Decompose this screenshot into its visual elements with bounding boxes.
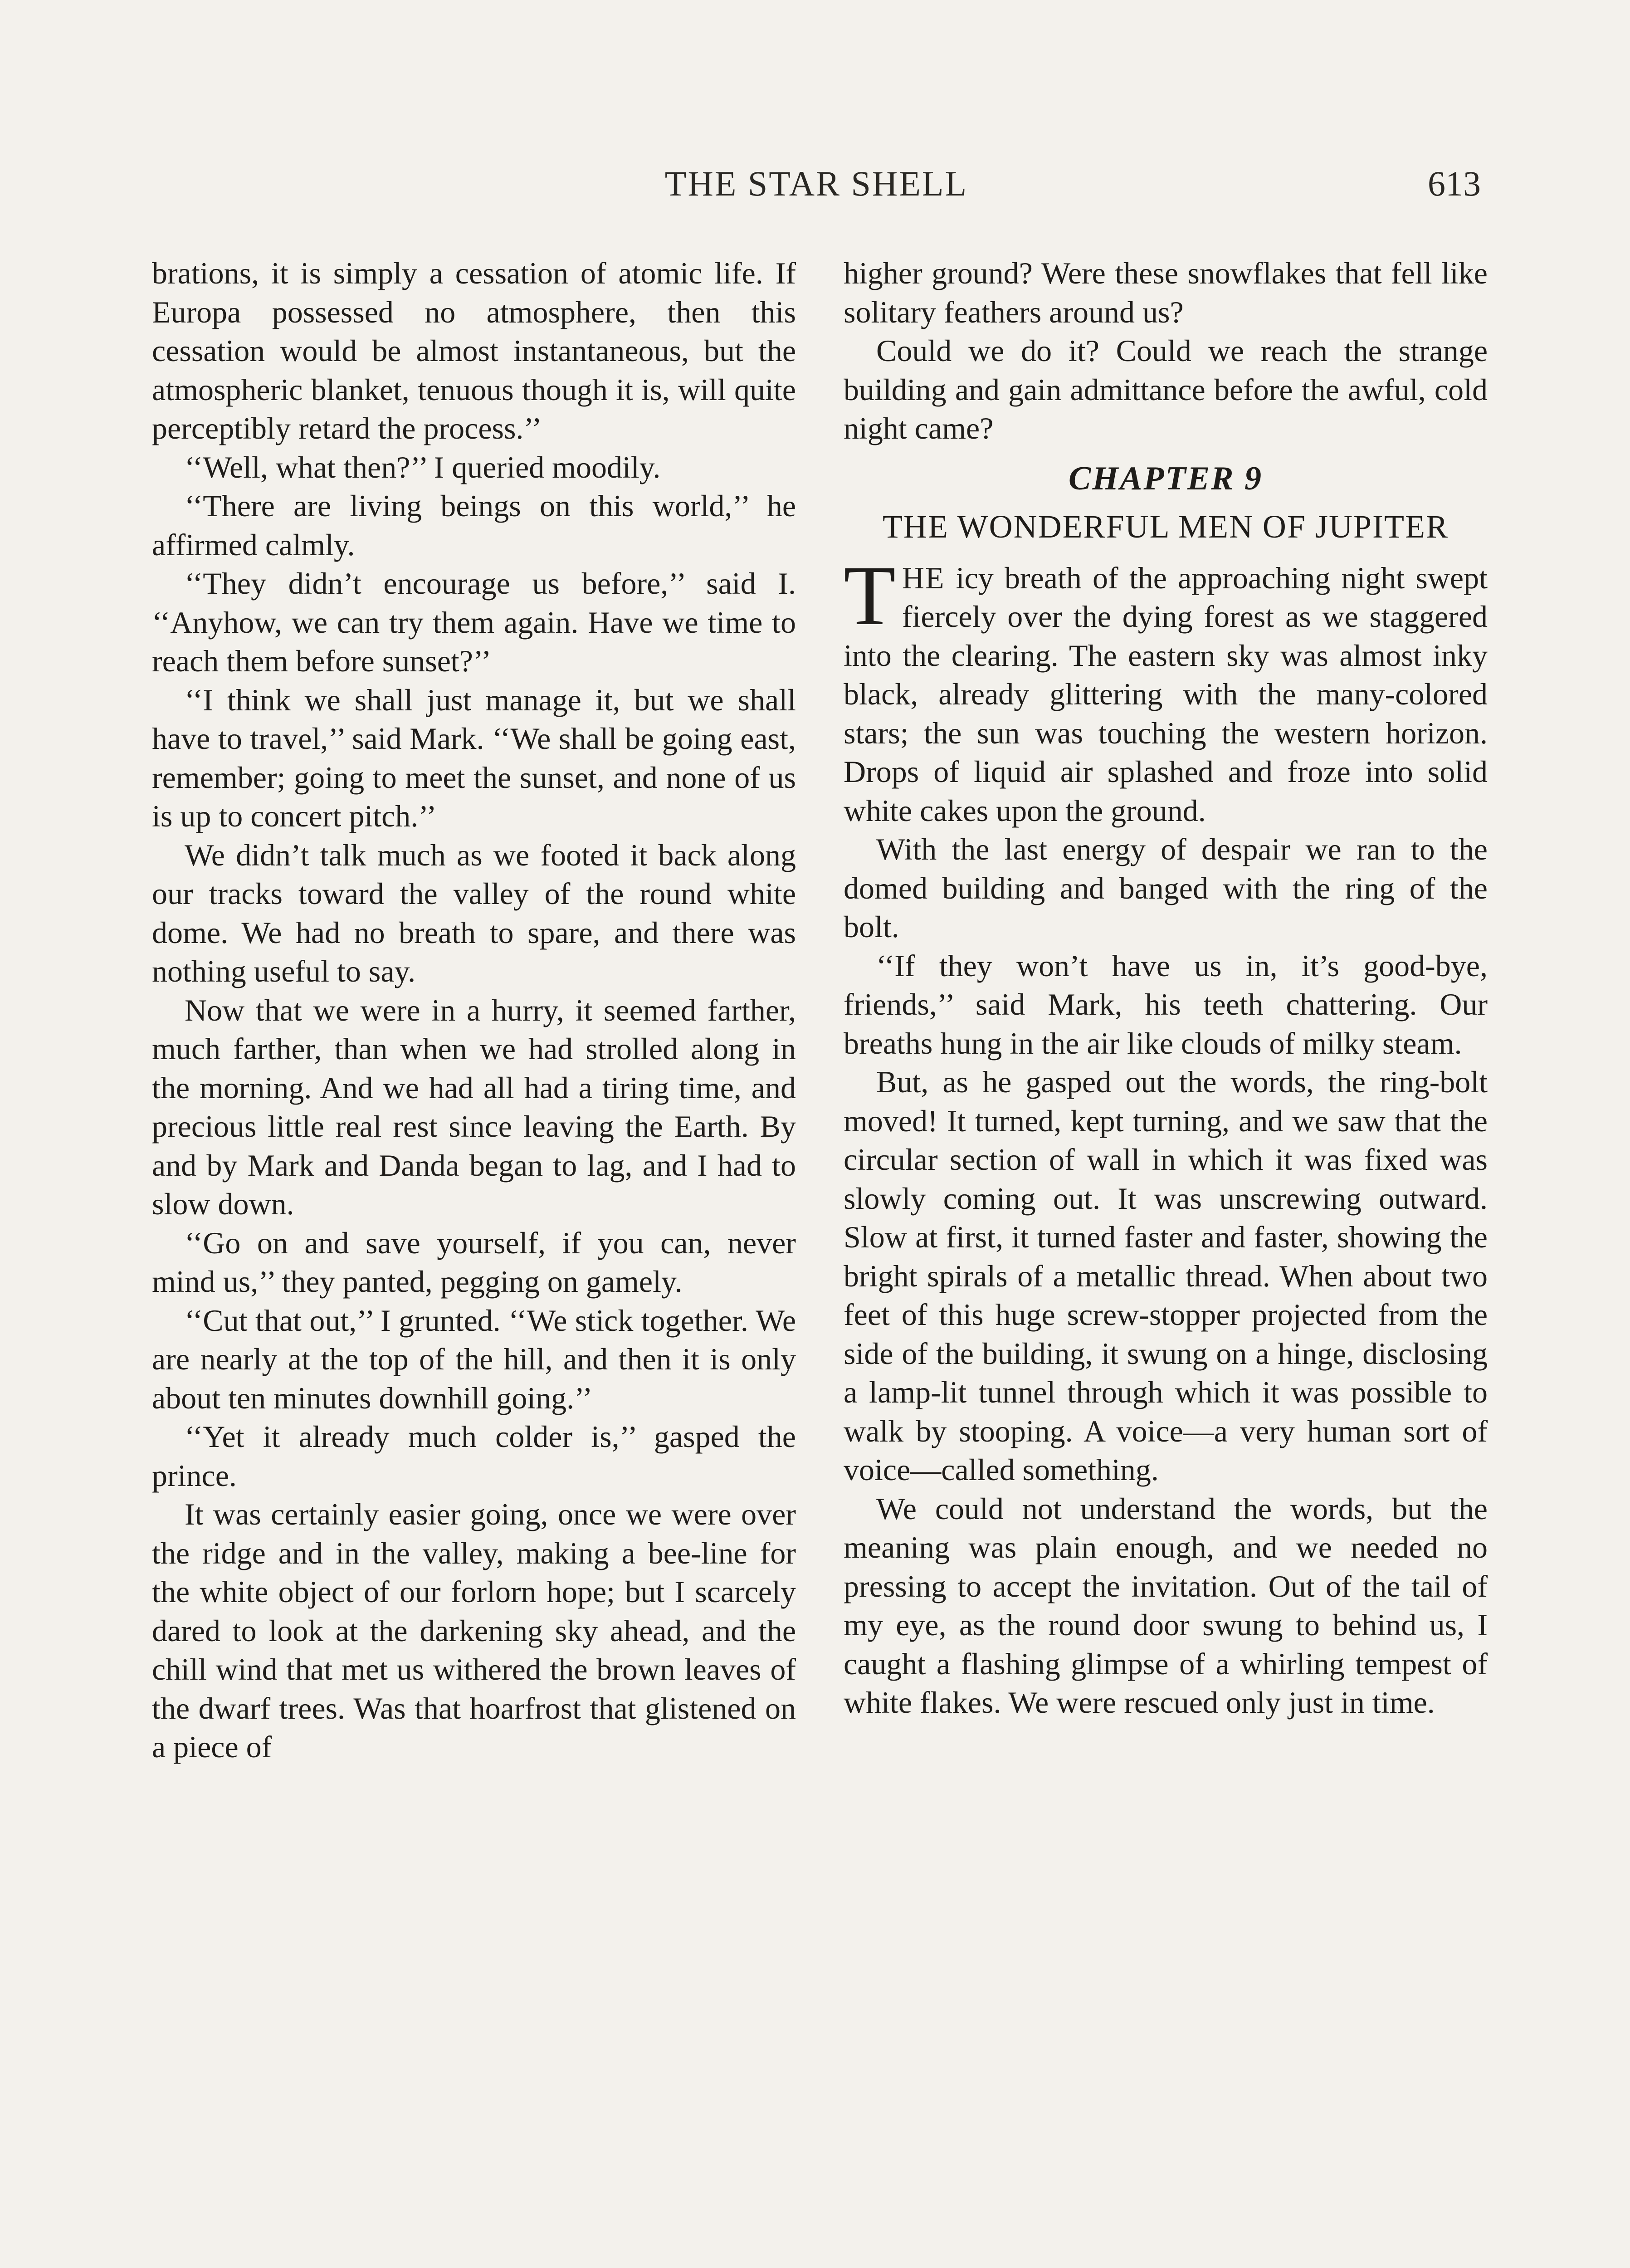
- chapter-opening-paragraph: [844, 547, 1488, 831]
- paragraph-continuation: higher ground? Were these snowflakes that fell like solitary feathers around us?: [844, 256, 1488, 329]
- paragraph: ‘‘I think we shall just manage it, but we shall have to travel,’’ said Mark. ‘‘We shall be going east, remember; going to meet the sunset, and none of us is up to concert pitch.’’: [152, 682, 796, 833]
- opening-smallcaps: HE: [902, 560, 945, 595]
- paragraph: With the last energy of despair we ran to the domed building and banged with the ring of the bolt.: [844, 832, 1488, 944]
- paragraph: We didn’t talk much as we footed it back along our tracks toward the valley of the round white dome. We had no breath to spare, and there was nothing useful to say.: [152, 837, 796, 988]
- chapter-number: CHAPTER 9: [1069, 459, 1263, 497]
- paragraph: ‘‘Yet it already much colder is,’’ gasped the prince.: [152, 1419, 796, 1493]
- paragraph: ‘‘Cut that out,’’ I grunted. ‘‘We stick together. We are nearly at the top of the hill, and then it is only about ten minutes downhill going.’’: [152, 1303, 796, 1415]
- paragraph: ‘‘There are living beings on this world,’’ he affirmed calmly.: [152, 489, 796, 562]
- paragraph: It was certainly easier going, once we were over the ridge and in the valley, making a bee-line for the white object of our forlorn hope; but I scarcely dared to look at the darkening sky ahead, and the chill wind that met us withered the brown leaves of the dwarf trees. Was that hoarfrost that glistened on a piece of: [152, 1497, 796, 1764]
- paragraph: ‘‘Well, what then?’’ I queried moodily.: [185, 450, 661, 484]
- chapter-title: THE WONDERFUL MEN OF JUPITER: [882, 508, 1449, 545]
- paragraph: But, as he gasped out the words, the ring-bolt moved! It turned, kept turning, and we saw that the circular section of wall in which it was fixed was slowly coming out. It was unscrewing outward. Slow at first, it turned faster and faster, showing the bright spirals of a metallic thread. When about two feet of this huge screw-stopper projected from the side of the building, it swung on a hinge, disclosing a lamp-lit tunnel through which it was possible to walk by stooping. A voice—a very human sort of voice—called something.: [844, 1065, 1488, 1487]
- right-column: [844, 254, 1488, 1722]
- paragraph: ‘‘They didn’t encourage us before,’’ said I. ‘‘Anyhow, we can try them again. Have we time to reach them before sunset?’’: [152, 566, 796, 678]
- running-title: THE STAR SHELL: [664, 164, 968, 203]
- paragraph: ‘‘Go on and save yourself, if you can, never mind us,’’ they panted, pegging on gamely.: [152, 1225, 796, 1299]
- paragraph: Now that we were in a hurry, it seemed farther, much farther, than when we had strolled along in the morning. And we had all had a tiring time, and precious little real rest since leaving the Earth. By and by Mark and Danda began to lag, and I had to slow down.: [152, 992, 796, 1221]
- drop-cap: T: [844, 547, 896, 643]
- page-header: [152, 163, 1481, 209]
- left-column: [152, 254, 796, 1767]
- page-number: 613: [1428, 164, 1481, 203]
- paragraph: We could not understand the words, but the meaning was plain enough, and we needed no pressing to accept the invitation. Out of the tail of my eye, as the round door swung to behind us, I caught a flashing glimpse of a whirling tempest of white flakes. We were rescued only just in time.: [844, 1491, 1488, 1720]
- paragraph: Could we do it? Could we reach the strange building and gain admittance before the awful, cold night came?: [844, 333, 1488, 445]
- opening-text: icy breath of the approaching night swept fiercely over the dying forest as we staggered into the clearing. The eastern sky was almost inky black, already glittering with the many-colored stars; the sun was touching the western horizon. Drops of liquid air splashed and froze into solid white cakes upon the ground.: [844, 560, 1488, 828]
- paragraph-continuation: brations, it is simply a cessation of atomic life. If Europa possessed no atmosphere, then this cessation would be almost instantaneous, but the atmospheric blanket, tenuous though it is, will quite perceptibly retard the process.’’: [152, 256, 796, 445]
- paragraph: ‘‘If they won’t have us in, it’s good-bye, friends,’’ said Mark, his teeth chattering. Our breaths hung in the air like clouds of milky steam.: [844, 948, 1488, 1061]
